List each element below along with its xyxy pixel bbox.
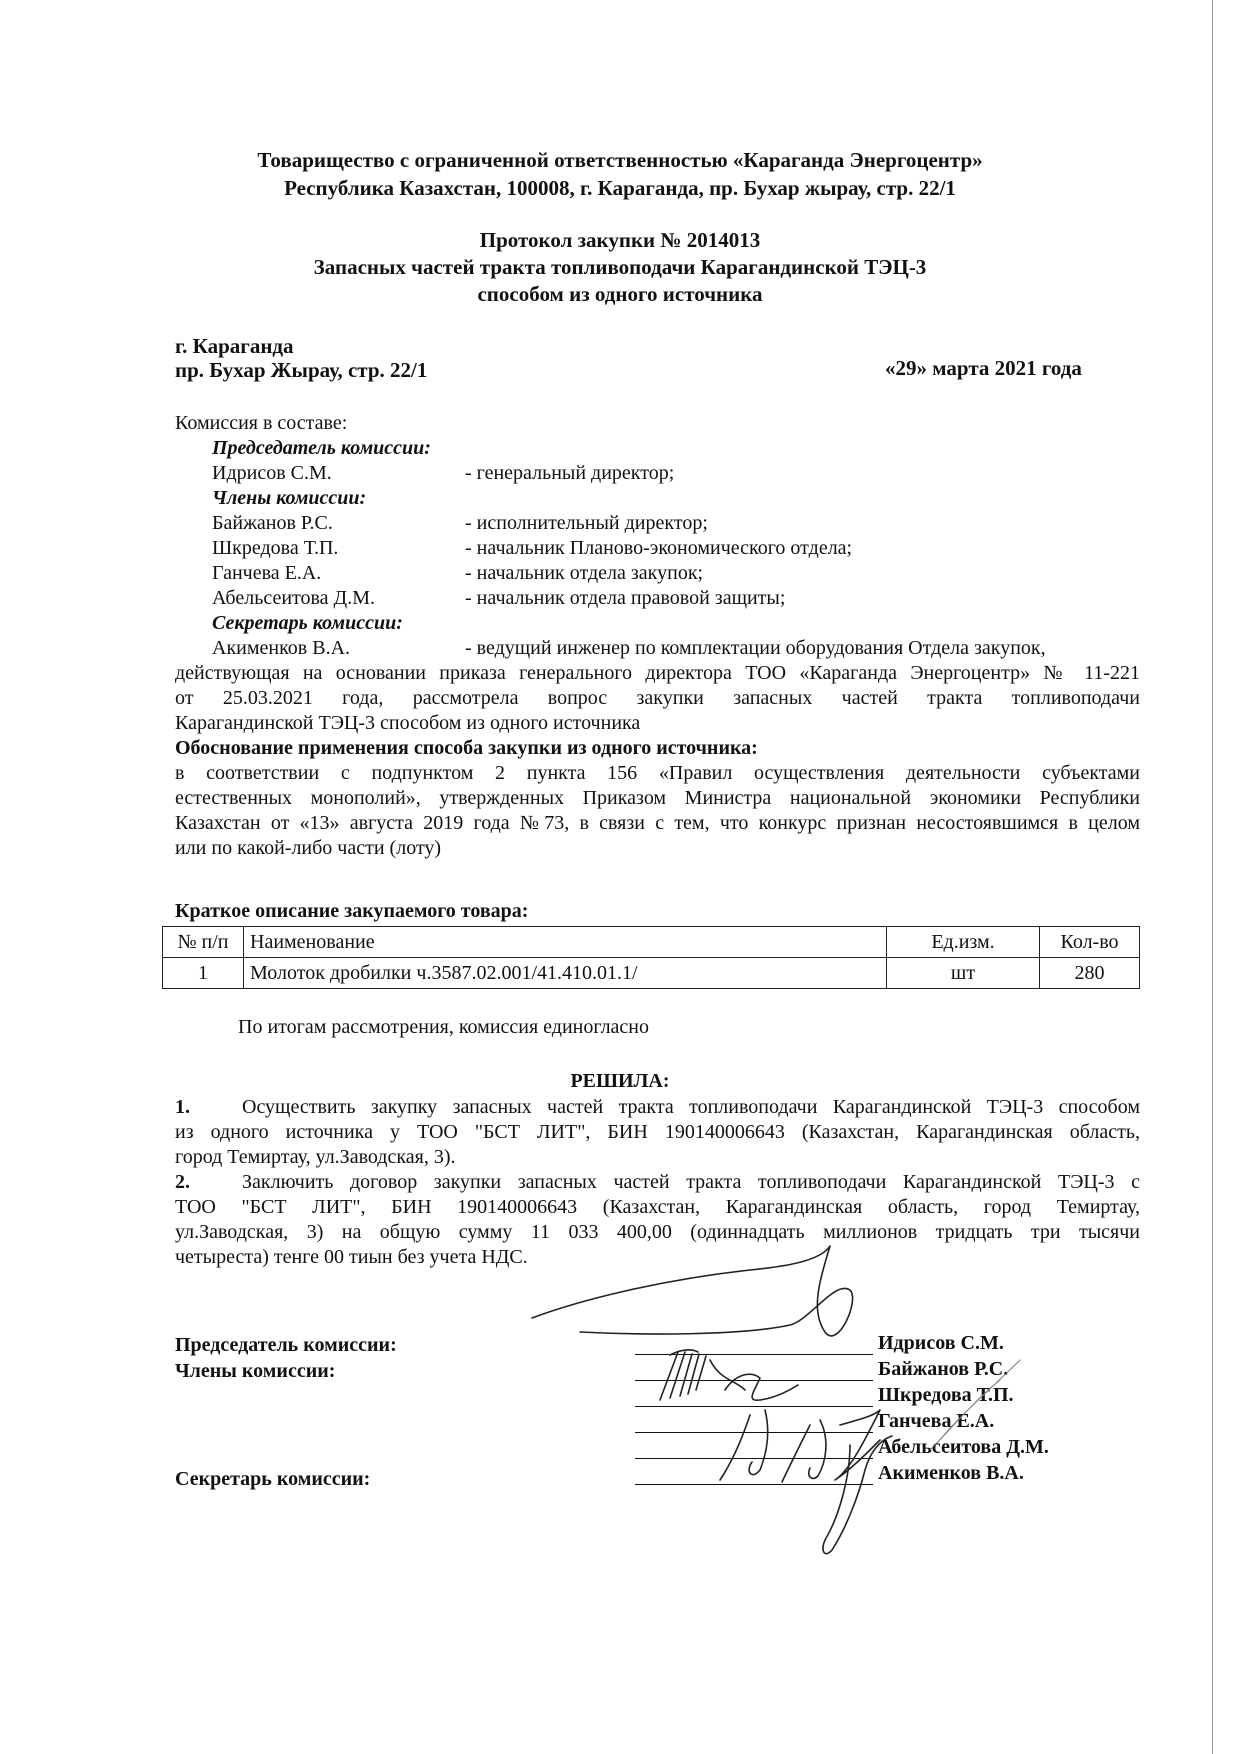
member-name: Ганчева Е.А. bbox=[212, 562, 322, 584]
decision-item-line: четыреста) тенге 00 тиын без учета НДС. bbox=[175, 1246, 528, 1268]
members-heading: Члены комиссии: bbox=[212, 487, 367, 509]
signatory-name: Акименков В.А. bbox=[878, 1462, 1024, 1484]
column-header: Кол-во bbox=[1040, 927, 1140, 958]
address-line: Республика Казахстан, 100008, г. Караганда, пр. Бухар жырау, стр. 22/1 bbox=[284, 176, 956, 200]
justification-line: в соответствии с подпунктом 2 пункта 156 «Правил осуществления деятельности субъектами bbox=[175, 762, 1140, 784]
decision-heading: РЕШИЛА: bbox=[570, 1070, 670, 1092]
place-street: пр. Бухар Жырау, стр. 22/1 bbox=[175, 358, 428, 382]
member-role: - начальник отдела закупок; bbox=[465, 562, 704, 584]
members-signature-label: Члены комиссии: bbox=[175, 1360, 336, 1382]
column-header: Ед.изм. bbox=[887, 927, 1040, 958]
member-role: - начальник отдела правовой защиты; bbox=[465, 587, 786, 609]
protocol-subtitle: Запасных частей тракта топливоподачи Карагандинской ТЭЦ-3 bbox=[313, 255, 927, 279]
decision-item-number: 1. bbox=[175, 1096, 190, 1118]
commission-intro: Комиссия в составе: bbox=[175, 412, 348, 434]
member-role: - исполнительный директор; bbox=[465, 512, 708, 534]
row-name: Молоток дробилки ч.3587.02.001/41.410.01.1/ bbox=[244, 958, 887, 989]
goods-heading: Краткое описание закупаемого товара: bbox=[175, 900, 529, 922]
decision-item-number: 2. bbox=[175, 1171, 190, 1193]
goods-table bbox=[162, 926, 1140, 989]
justification-line: или по какой-либо части (лоту) bbox=[175, 837, 442, 859]
signatory-name: Байжанов Р.С. bbox=[878, 1358, 1009, 1380]
chairman-name: Идрисов С.М. bbox=[212, 462, 332, 484]
decision-item-line: ул.Заводская, 3) на общую сумму 11 033 400,00 (одиннадцать миллионов тридцать три тысячи bbox=[175, 1221, 1140, 1243]
secretary-role: - ведущий инженер по комплектации оборудования Отдела закупок, bbox=[465, 637, 1046, 659]
signatory-name: Идрисов С.М. bbox=[878, 1332, 1004, 1354]
signatory-name: Абельсеитова Д.М. bbox=[878, 1436, 1049, 1458]
chairman-role: - генеральный директор; bbox=[465, 462, 675, 484]
basis-line: действующая на основании приказа генерального директора ТОО «Караганда Энергоцентр» № 11-221 bbox=[175, 662, 1140, 684]
decision-intro: По итогам рассмотрения, комиссия единогласно bbox=[238, 1016, 650, 1038]
column-header: № п/п bbox=[163, 927, 244, 958]
protocol-title: Протокол закупки № 2014013 bbox=[479, 228, 761, 252]
basis-line: Карагандинской ТЭЦ-3 способом из одного источника bbox=[175, 712, 641, 734]
justification-line: естественных монополий», утвержденных Приказом Министра национальной экономики Республики bbox=[175, 787, 1140, 809]
decision-item-line: город Темиртау, ул.Заводская, 3). bbox=[175, 1146, 456, 1168]
chairman-signature-label: Председатель комиссии: bbox=[175, 1334, 397, 1356]
justification-heading: Обоснование применения способа закупки из одного источника: bbox=[175, 737, 758, 759]
place-city: г. Караганда bbox=[175, 334, 294, 358]
signatory-name: Ганчева Е.А. bbox=[878, 1410, 995, 1432]
row-number: 1 bbox=[163, 958, 244, 989]
handwritten-signatures bbox=[520, 1240, 1080, 1580]
row-unit: шт bbox=[887, 958, 1040, 989]
table-header-row bbox=[163, 927, 1140, 958]
decision-item-line: ТОО "БСТ ЛИТ", БИН 190140006643 (Казахстан, Карагандинская область, город Темиртау, bbox=[175, 1196, 1140, 1218]
member-name: Байжанов Р.С. bbox=[212, 512, 333, 534]
signatory-name: Шкредова Т.П. bbox=[878, 1384, 1014, 1406]
decision-item-line: Заключить договор закупки запасных частей тракта топливоподачи Карагандинской ТЭЦ-3 с bbox=[242, 1171, 1140, 1193]
justification-line: Казахстан от «13» августа 2019 года №73, в связи с тем, что конкурс признан несостоявшимся в целом bbox=[175, 812, 1140, 834]
row-qty: 280 bbox=[1040, 958, 1140, 989]
decision-item-line: из одного источника у ТОО "БСТ ЛИТ", БИН 190140006643 (Казахстан, Карагандинская область, bbox=[175, 1121, 1140, 1143]
protocol-date: «29» марта 2021 года bbox=[885, 356, 1082, 380]
protocol-method: способом из одного источника bbox=[477, 282, 763, 306]
org-line: Товарищество с ограниченной ответственностью «Караганда Энергоцентр» bbox=[257, 148, 983, 172]
member-name: Абельсеитова Д.М. bbox=[212, 587, 375, 609]
table-row bbox=[163, 958, 1140, 989]
member-name: Шкредова Т.П. bbox=[212, 537, 339, 559]
secretary-name: Акименков В.А. bbox=[212, 637, 351, 659]
basis-line: от 25.03.2021 года, рассмотрела вопрос закупки запасных частей тракта топливоподачи bbox=[175, 687, 1140, 709]
member-role: - начальник Планово-экономического отдела; bbox=[465, 537, 853, 559]
decision-item-line: Осуществить закупку запасных частей тракта топливоподачи Карагандинской ТЭЦ-3 способом bbox=[242, 1096, 1140, 1118]
column-header: Наименование bbox=[244, 927, 887, 958]
secretary-signature-label: Секретарь комиссии: bbox=[175, 1468, 371, 1490]
chairman-heading: Председатель комиссии: bbox=[212, 437, 431, 459]
secretary-heading: Секретарь комиссии: bbox=[212, 612, 403, 634]
